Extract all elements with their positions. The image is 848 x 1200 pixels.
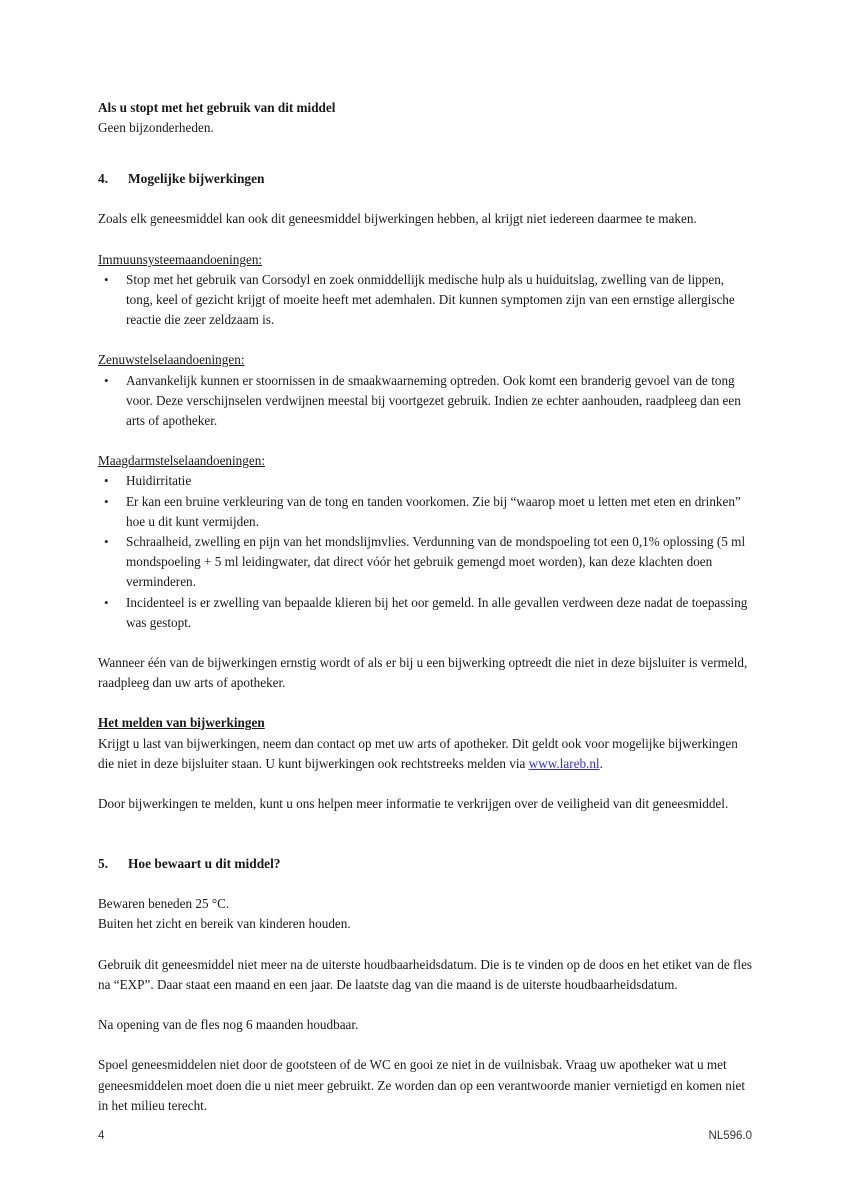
- spacer: [98, 230, 754, 250]
- storage-line-2: Buiten het zicht en bereik van kinderen houden.: [98, 916, 351, 932]
- subheading-zenuwstelsel: Zenuwstelselaandoeningen:: [98, 352, 245, 368]
- list-item-text: Huidirritatie: [126, 473, 192, 489]
- section-5-number: 5.: [98, 856, 109, 872]
- spacer: [98, 814, 754, 854]
- subheading-immuunsysteem: Immuunsysteemaandoeningen:: [98, 251, 263, 267]
- bullet-icon: •: [104, 372, 109, 388]
- list-item-text: Er kan een bruine verkleuring van de tong en tanden voorkomen. Zie bij “waarop moet u letten met eten en drinken” hoe u dit kunt vermijden.: [126, 493, 741, 529]
- bullet-list-zenuwstelsel: [98, 371, 754, 432]
- spacer: [98, 995, 754, 1015]
- section-4-intro: Zoals elk geneesmiddel kan ook dit geneesmiddel bijwerkingen hebben, al krijgt niet iedereen daarmee te maken.: [98, 211, 697, 227]
- spacer: [98, 431, 754, 451]
- list-item-text: Aanvankelijk kunnen er stoornissen in de smaakwaarneming optreden. Ook komt een branderig gevoel van de tong voor. Deze verschijnselen verdwijnen meestal bij voortgezet gebruik. Indien ze echter aanhouden, raadpleeg dan een arts of apotheker.: [126, 372, 741, 429]
- spacer: [98, 935, 754, 955]
- storage-line-1: Bewaren beneden 25 °C.: [98, 896, 230, 912]
- subheading-maagdarmstelsel: Maagdarmstelselaandoeningen:: [98, 453, 265, 469]
- section-5-title: Hoe bewaart u dit middel?: [128, 856, 281, 872]
- spacer: [98, 874, 754, 894]
- bullet-icon: •: [104, 271, 109, 287]
- footer-page-number: 4: [98, 1130, 105, 1142]
- list-item: [98, 471, 754, 491]
- bullet-list-maagdarmstelsel: [98, 471, 754, 633]
- bullet-list-immuunsysteem: [98, 270, 754, 331]
- list-item: [98, 593, 754, 633]
- reporting-text: [98, 734, 754, 774]
- reporting-text-before-link: Krijgt u last van bijwerkingen, neem dan contact op met uw arts of apotheker. Dit geldt ook voor mogelijke bijwerkingen die niet in deze bijsluiter staan. U kunt bijwerkingen ook rechtstreeks melden via: [98, 735, 738, 771]
- spacer: [98, 189, 754, 209]
- stop-section-heading: Als u stopt met het gebruik van dit middel: [98, 100, 336, 115]
- spacer: [98, 693, 754, 713]
- page-content: [98, 98, 754, 1116]
- spacer: [98, 633, 754, 653]
- section-5-heading: [98, 854, 754, 874]
- stop-section-body: Geen bijzonderheden.: [98, 120, 214, 136]
- spacer: [98, 774, 754, 794]
- section-4-heading: [98, 169, 754, 189]
- bullet-icon: •: [104, 594, 109, 610]
- spacer: [98, 138, 754, 169]
- spacer: [98, 1035, 754, 1055]
- list-item-text: Stop met het gebruik van Corsodyl en zoek onmiddellijk medische hulp als u huiduitslag, zwelling van de lippen, tong, keel of gezicht krijgt of moeite heeft met ademhalen. Dit kunnen symptomen zijn van een ernstige allergische reactie die zeer zeldzaam is.: [126, 271, 735, 328]
- bullet-icon: •: [104, 534, 109, 550]
- list-item: [98, 270, 754, 331]
- section-4-closing: Wanneer één van de bijwerkingen ernstig wordt of als er bij u een bijwerking optreedt die niet in deze bijsluiter is vermeld, raadpleeg dan uw arts of apotheker.: [98, 655, 748, 691]
- lareb-link[interactable]: www.lareb.nl: [528, 755, 600, 771]
- bullet-icon: •: [104, 473, 109, 489]
- list-item-text: Schraalheid, zwelling en pijn van het mondslijmvlies. Verdunning van de mondspoeling tot een 0,1% oplossing (5 ml mondspoeling + 5 ml leidingwater, dat direct vóór het gebruik gemengd moet worden), kan deze klachten doen verminderen.: [126, 534, 746, 590]
- list-item: [98, 532, 754, 593]
- list-item: [98, 371, 754, 432]
- expiry-paragraph: Gebruik dit geneesmiddel niet meer na de uiterste houdbaarheidsdatum. Die is te vinden op de doos en het etiket van de fles na “EXP”. Daar staat een maand en een jaar. De laatste dag van die maand is de uiterste houdbaarheidsdatum.: [98, 956, 753, 992]
- bullet-icon: •: [104, 493, 109, 509]
- list-item: [98, 492, 754, 532]
- section-4-title: Mogelijke bijwerkingen: [128, 171, 265, 187]
- reporting-followup: Door bijwerkingen te melden, kunt u ons helpen meer informatie te verkrijgen over de veiligheid van dit geneesmiddel.: [98, 796, 729, 812]
- disposal-paragraph: Spoel geneesmiddelen niet door de gootsteen of de WC en gooi ze niet in de vuilnisbak. Vraag uw apotheker wat u met geneesmiddelen moet doen die u niet meer gebruikt. Ze worden dan op een verantwoorde manier vernietigd en komen niet in het milieu terecht.: [98, 1057, 746, 1113]
- reporting-heading: Het melden van bijwerkingen: [98, 715, 265, 731]
- section-4-number: 4.: [98, 171, 109, 187]
- page-footer: [98, 1130, 752, 1142]
- list-item-text: Incidenteel is er zwelling van bepaalde klieren bij het oor gemeld. In alle gevallen verdween deze nadat de toepassing was gestopt.: [126, 594, 748, 630]
- after-opening-paragraph: Na opening van de fles nog 6 maanden houdbaar.: [98, 1017, 359, 1033]
- spacer: [98, 330, 754, 350]
- footer-document-code: NL596.0: [708, 1130, 752, 1142]
- reporting-text-after-link: .: [599, 755, 603, 771]
